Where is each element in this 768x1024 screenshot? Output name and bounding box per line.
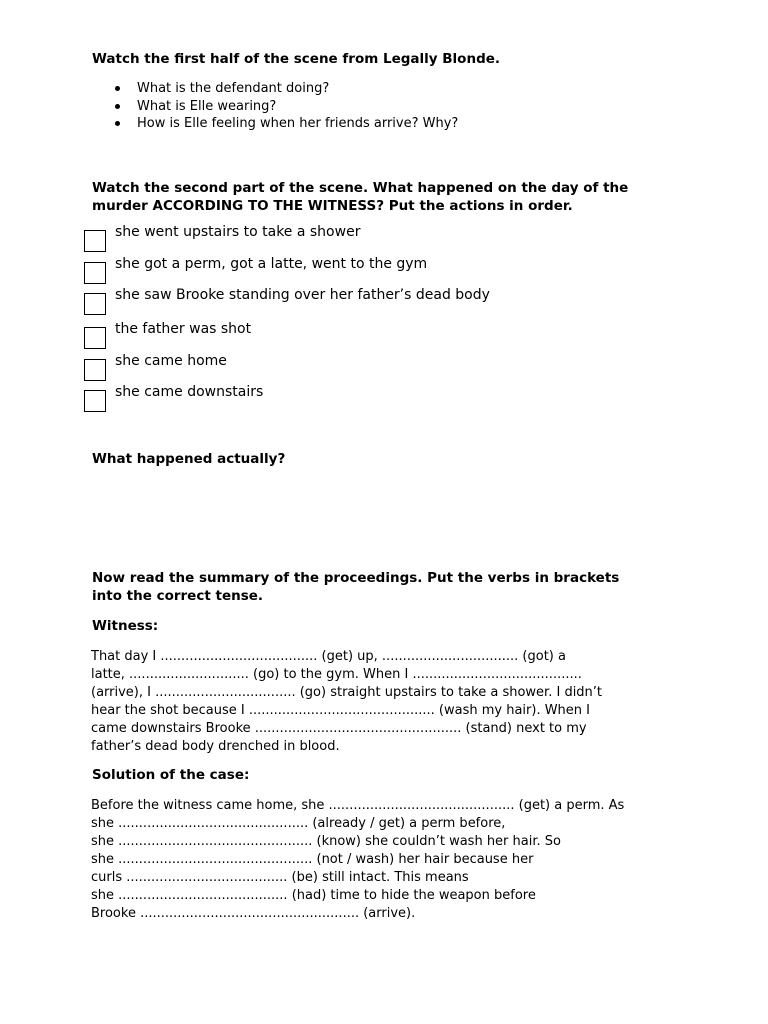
order-item-text: she came home — [115, 353, 227, 369]
solution-heading: Solution of the case: — [92, 767, 250, 783]
question-item: What is Elle wearing? — [113, 98, 458, 116]
witness-line: father’s dead body drenched in blood. — [91, 739, 340, 754]
solution-line: Before the witness came home, she ............................................. (get) a perm. As — [91, 798, 625, 813]
witness-line: (arrive), I .................................. (go) straight upstairs to take a shower. I didn’t — [91, 685, 603, 700]
order-item-text: she came downstairs — [115, 384, 264, 400]
order-checkbox[interactable] — [84, 293, 106, 315]
section4-heading-line: into the correct tense. — [92, 588, 264, 604]
section3-heading: What happened actually? — [92, 451, 286, 467]
witness-line: hear the shot because I ............................................. (wash my hair). When I — [91, 703, 591, 718]
order-item-text: she went upstairs to take a shower — [115, 224, 361, 240]
order-checkbox[interactable] — [84, 230, 106, 252]
solution-line: she .............................................. (already / get) a perm before, — [91, 816, 506, 831]
section1-heading: Watch the first half of the scene from Legally Blonde. — [92, 51, 501, 67]
order-item-text: the father was shot — [115, 321, 252, 337]
order-item-text: she saw Brooke standing over her father’s dead body — [115, 287, 490, 303]
question-item: What is the defendant doing? — [113, 80, 458, 98]
section2-heading-line: Watch the second part of the scene. What happened on the day of the — [92, 180, 629, 196]
order-checkbox[interactable] — [84, 262, 106, 284]
solution-line: she ............................................... (not / wash) her hair because her — [91, 852, 534, 867]
section4-heading-line: Now read the summary of the proceedings. Put the verbs in brackets — [92, 570, 620, 586]
solution-line: she ......................................... (had) time to hide the weapon before — [91, 888, 536, 903]
order-item-text: she got a perm, got a latte, went to the gym — [115, 256, 428, 272]
solution-line: she ............................................... (know) she couldn’t wash her hair. So — [91, 834, 561, 849]
solution-line: curls ....................................... (be) still intact. This means — [91, 870, 469, 885]
witness-line: That day I ...................................... (get) up, ................................. (got) a — [91, 649, 566, 664]
witness-line: latte, ............................. (go) to the gym. When I ......................................... — [91, 667, 582, 682]
question-list — [113, 80, 458, 133]
order-checkbox[interactable] — [84, 327, 106, 349]
witness-paragraph — [91, 648, 602, 756]
witness-heading: Witness: — [92, 618, 159, 634]
witness-line: came downstairs Brooke .................................................. (stand) next to my — [91, 721, 587, 736]
solution-line: Brooke ..................................................... (arrive). — [91, 906, 416, 921]
solution-paragraph — [91, 797, 624, 923]
section2-heading-line: murder ACCORDING TO THE WITNESS? Put the actions in order. — [92, 198, 573, 214]
order-checkbox[interactable] — [84, 359, 106, 381]
question-item: How is Elle feeling when her friends arrive? Why? — [113, 115, 458, 133]
order-checkbox[interactable] — [84, 390, 106, 412]
